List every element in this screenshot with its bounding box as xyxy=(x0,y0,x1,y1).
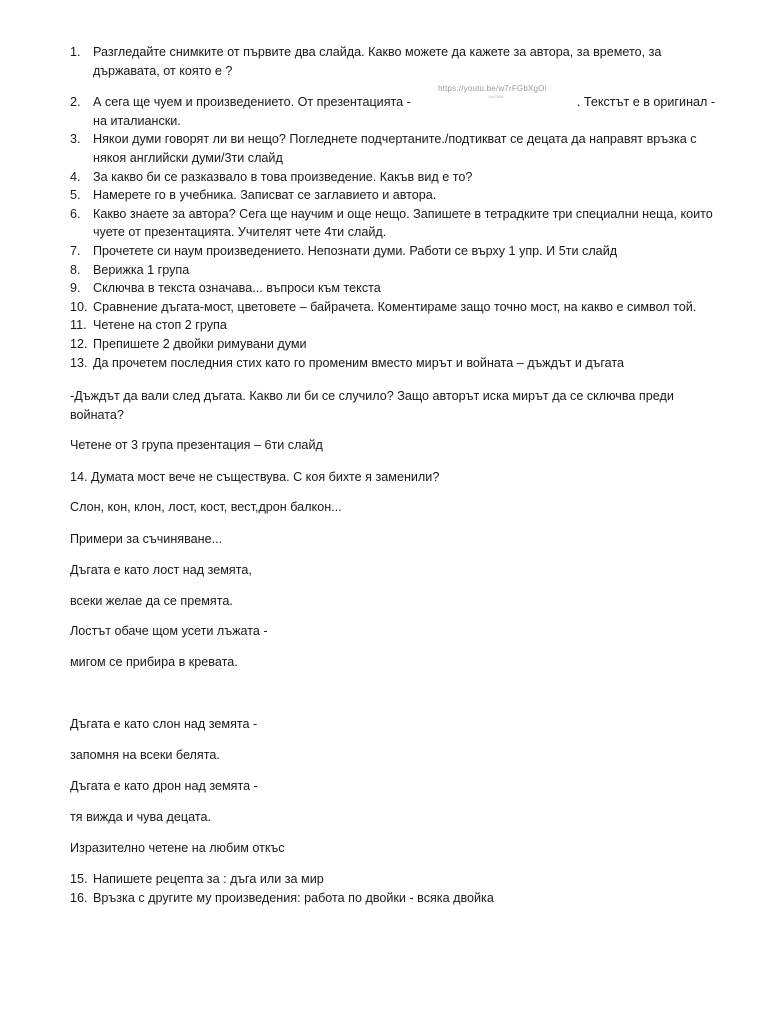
poem-line: мигом се прибира в кревата. xyxy=(70,655,238,669)
examples-heading: Примери за съчиняване... xyxy=(70,532,223,546)
list-item-text: За какво би се разказвало в това произведение. Какъв вид е то? xyxy=(93,169,473,184)
list-item-text: Връзка с другите му произведения: работа по двойки - всяка двойка xyxy=(93,890,494,905)
list-number: 4. xyxy=(70,169,81,184)
poem-line: всеки желае да се премята. xyxy=(70,594,233,608)
poem-line: Дъгата е като слон над земята - xyxy=(70,717,258,731)
list-number: 16. xyxy=(70,890,88,905)
list-item-text: Верижка 1 група xyxy=(93,262,190,277)
poem-line: тя вижда и чува децата. xyxy=(70,810,211,824)
list-item-15 xyxy=(0,870,768,889)
poem-line: Лостът обаче щом усети лъжата - xyxy=(70,624,268,638)
list-number: 7. xyxy=(70,243,81,258)
list-number: 3. xyxy=(70,132,81,147)
list-item-text: Разгледайте снимките от първите два слайда. Какво можете да кажете за автора, за времето, за държавата, от която е ? xyxy=(93,45,662,78)
list-number: 8. xyxy=(70,262,81,277)
list-item-text: Сключва в текста означава... въпроси към текста xyxy=(93,281,381,296)
list-item-text: Прочетете си наум произведението. Непознати думи. Работи се върху 1 упр. И 5ти слайд xyxy=(93,243,618,258)
list-number: 15. xyxy=(70,872,88,886)
list-number: 13. xyxy=(70,355,88,370)
list-item-3 xyxy=(0,130,768,167)
list-item-1 xyxy=(0,43,768,80)
list-item-text: Четене на стоп 2 група xyxy=(93,318,227,333)
list-item-text-post: . Текстът е в оригинал - на италиански. xyxy=(93,95,716,128)
list-item-11 xyxy=(0,316,768,335)
list-number: 11. xyxy=(70,318,87,333)
question-14: 14. Думата мост вече не съществува. С коя бихте я заменили? xyxy=(70,470,440,484)
list-item-text: Сравнение дъгата-мост, цветовете – байрачета. Коментираме защо точно мост, на какво е символ той. xyxy=(93,299,697,314)
numbered-list-top xyxy=(0,43,768,372)
youtube-caption: YouTube xyxy=(488,94,504,99)
list-number: 10. xyxy=(70,299,88,314)
list-item-text: Да прочетем последния стих като го променим вместо мирът и войната – дъждът и дъгата xyxy=(93,355,625,370)
list-item-6 xyxy=(0,205,768,242)
list-item-7 xyxy=(0,242,768,261)
list-number: 2. xyxy=(70,95,81,110)
list-number: 6. xyxy=(70,206,81,221)
reading-paragraph: Четене от 3 група презентация – 6ти слайд xyxy=(70,438,323,452)
youtube-link[interactable]: https://youtu.be/w7rFGbXgOI xyxy=(438,84,548,93)
list-number: 5. xyxy=(70,188,81,203)
rhyme-words: Слон, кон, клон, лост, кост, вест,дрон балкон... xyxy=(70,500,342,514)
list-number: 12. xyxy=(70,336,88,351)
list-item-text: Какво знаете за автора? Сега ще научим и още нещо. Запишете в тетрадките три специални неща, които чуете от презентацията. Учителят чете 4ти слайд. xyxy=(93,206,713,240)
question-paragraph: -Дъждът да вали след дъгата. Какво ли би се случило? Защо авторът иска мирът да се сключва преди войната? xyxy=(70,389,674,422)
list-item-12 xyxy=(0,335,768,354)
list-item-9 xyxy=(0,279,768,298)
list-number: 9. xyxy=(70,281,81,296)
poem-line: Дъгата е като лост над земята, xyxy=(70,563,252,577)
list-item-10 xyxy=(0,298,768,317)
poem-line: Дъгата е като дрон над земята - xyxy=(70,779,258,793)
poem-line: запомня на всеки белята. xyxy=(70,748,220,762)
list-number: 1. xyxy=(70,45,81,59)
list-item-text: Някои думи говорят ли ви нещо? Погледнете подчертаните./подтикват се децата да направят връзка с някоя английски думи/3ти слайд xyxy=(93,132,697,165)
list-item-8 xyxy=(0,261,768,280)
list-item-16 xyxy=(0,889,768,908)
list-item-13 xyxy=(0,354,768,373)
reading-task: Изразително четене на любим откъс xyxy=(70,841,285,855)
list-item-text: Напишете рецепта за : дъга или за мир xyxy=(93,872,324,886)
list-item-text: Препишете 2 двойки римувани думи xyxy=(93,336,307,351)
list-item-4 xyxy=(0,168,768,187)
list-item-text-pre: А сега ще чуем и произведението. От презентацията - xyxy=(93,95,411,110)
numbered-list-bottom xyxy=(0,870,768,907)
list-item-text: Намерете го в учебника. Записват се заглавието и автора. xyxy=(93,188,437,203)
list-item-5 xyxy=(0,186,768,205)
list-item-2 xyxy=(0,93,768,130)
